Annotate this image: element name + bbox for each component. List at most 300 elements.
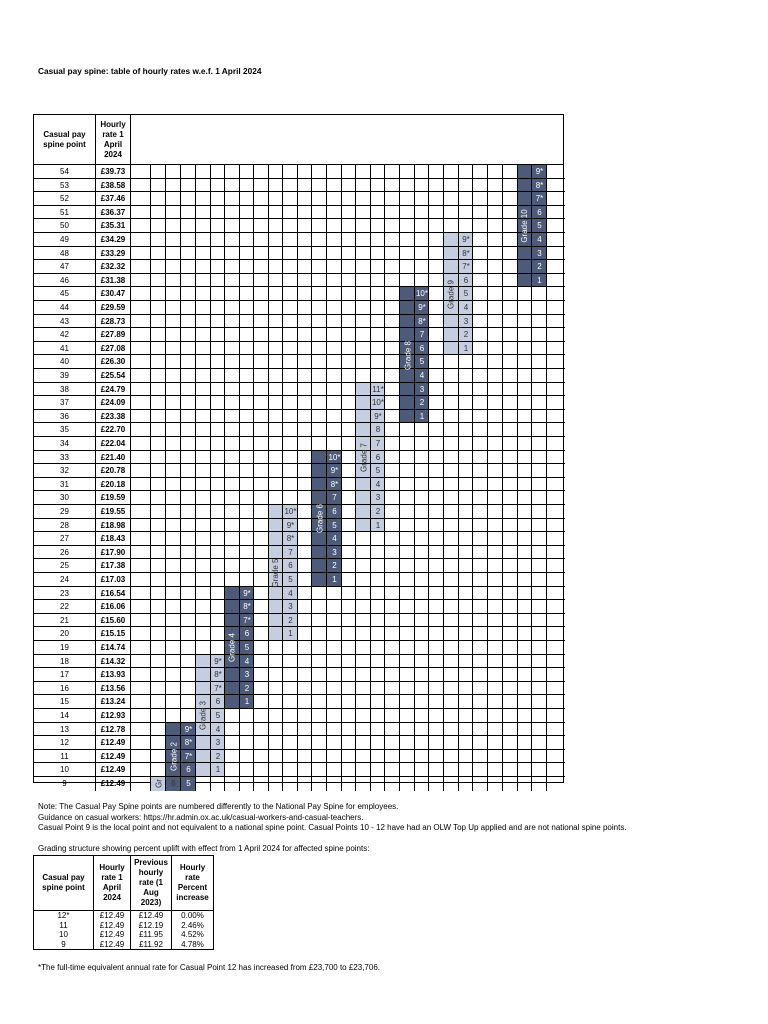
grid-cell <box>254 437 269 451</box>
grid-cell <box>415 532 429 546</box>
grid-cell <box>518 736 532 750</box>
grid-cell <box>181 301 196 315</box>
grid-cell <box>488 519 503 533</box>
spine-point-cell: 12 <box>34 736 96 750</box>
grid-cell <box>473 709 488 723</box>
grid-cell <box>342 505 356 519</box>
grid-cell <box>429 559 444 573</box>
grid-cell <box>131 206 151 220</box>
grid-cell <box>518 519 532 533</box>
grid-cell <box>488 219 503 233</box>
grid-cell <box>298 287 312 301</box>
grid-cell <box>254 301 269 315</box>
grid-cell <box>151 736 166 750</box>
grid-cell <box>151 655 166 669</box>
grid-cell <box>547 179 565 193</box>
spine-point-cell: 53 <box>34 179 96 193</box>
grid-cell <box>473 478 488 492</box>
grid-cell <box>385 505 400 519</box>
grid-cell <box>131 396 151 410</box>
grid-cell <box>196 369 211 383</box>
grid-cell <box>181 491 196 505</box>
grid-cell <box>385 315 400 329</box>
grid-cell <box>444 355 459 369</box>
grid-cell <box>131 709 151 723</box>
grid-cell <box>211 396 225 410</box>
grid-cell <box>196 260 211 274</box>
grid-cell <box>518 342 532 356</box>
grid-cell <box>400 233 415 247</box>
grid-cell <box>166 478 181 492</box>
grid-cell <box>240 546 254 560</box>
grid-cell <box>429 219 444 233</box>
grid-cell <box>240 383 254 397</box>
grid-cell <box>385 763 400 777</box>
grid-cell <box>151 600 166 614</box>
grid-cell <box>547 423 565 437</box>
grid-cell <box>503 219 518 233</box>
grid-cell <box>211 777 225 791</box>
grid-cell <box>518 750 532 764</box>
grid-cell <box>473 614 488 628</box>
grid-cell <box>151 274 166 288</box>
grid-cell <box>532 519 547 533</box>
grid-cell <box>547 165 565 179</box>
grid-cell <box>503 274 518 288</box>
grid-cell <box>196 287 211 301</box>
grid-cell <box>342 777 356 791</box>
grid-cell <box>151 668 166 682</box>
grid-cell <box>429 763 444 777</box>
grid-cell <box>371 736 385 750</box>
grid-cell <box>211 179 225 193</box>
grid-cell <box>181 655 196 669</box>
grid-cell <box>488 451 503 465</box>
grid-cell <box>269 219 283 233</box>
grade-point-value: 5 <box>215 711 221 720</box>
grid-cell <box>400 559 415 573</box>
grid-cell <box>312 627 327 641</box>
grid-cell <box>547 519 565 533</box>
grid-cell <box>298 750 312 764</box>
grid-cell <box>298 519 312 533</box>
grid-cell <box>225 410 240 424</box>
grade-label: Grade 9 <box>446 279 456 309</box>
grid-cell <box>181 410 196 424</box>
grid-cell <box>518 723 532 737</box>
grid-cell <box>283 709 298 723</box>
grid-cell <box>385 165 400 179</box>
grid-cell <box>196 600 211 614</box>
grid-cell <box>283 342 298 356</box>
grid-cell <box>532 763 547 777</box>
hourly-rate-cell: £13.24 <box>96 695 131 709</box>
grid-cell <box>415 437 429 451</box>
grid-cell <box>444 505 459 519</box>
hourly-rate-cell: £13.93 <box>96 668 131 682</box>
grade-point-value: 7 <box>375 439 381 448</box>
grid-cell <box>151 423 166 437</box>
grid-cell <box>532 505 547 519</box>
hourly-rate-cell: £17.03 <box>96 573 131 587</box>
grid-cell <box>444 423 459 437</box>
grid-cell <box>151 478 166 492</box>
grid-cell <box>488 559 503 573</box>
grid-cell <box>532 736 547 750</box>
hourly-rate-cell: £17.90 <box>96 546 131 560</box>
hourly-rate-cell: £12.49 <box>96 777 131 791</box>
grid-cell <box>327 682 342 696</box>
grid-cell <box>181 315 196 329</box>
grade-point-value: 8* <box>286 534 295 544</box>
grid-cell <box>459 763 473 777</box>
grade-point-value: 9* <box>462 235 470 244</box>
grid-cell <box>298 641 312 655</box>
grid-cell <box>385 260 400 274</box>
grid-cell <box>151 505 166 519</box>
grid-cell <box>151 709 166 723</box>
grid-cell <box>151 192 166 206</box>
grid-cell <box>254 668 269 682</box>
grid-cell <box>503 682 518 696</box>
grid-cell <box>225 342 240 356</box>
grid-cell <box>356 369 371 383</box>
grid-cell <box>503 777 518 791</box>
grid-cell <box>488 315 503 329</box>
grid-cell <box>503 233 518 247</box>
grid-cell <box>415 750 429 764</box>
grid-cell <box>327 165 342 179</box>
grid-cell <box>254 260 269 274</box>
grid-cell <box>459 641 473 655</box>
grid-cell <box>166 546 181 560</box>
grid-cell <box>312 219 327 233</box>
grid-cell <box>196 451 211 465</box>
grid-cell <box>151 451 166 465</box>
grid-cell <box>298 423 312 437</box>
grid-cell <box>283 396 298 410</box>
grid-cell <box>151 723 166 737</box>
grid-cell <box>225 478 240 492</box>
grid-cell <box>547 396 565 410</box>
grid-cell <box>196 206 211 220</box>
grid-cell <box>166 369 181 383</box>
grid-cell <box>400 192 415 206</box>
grid-cell <box>400 519 415 533</box>
grid-cell <box>181 383 196 397</box>
grid-cell <box>473 587 488 601</box>
grid-cell <box>488 723 503 737</box>
hourly-rate-cell: £13.56 <box>96 682 131 696</box>
grid-cell <box>400 478 415 492</box>
grid-cell <box>415 723 429 737</box>
uplift-cell: £12.49 <box>94 921 131 931</box>
grid-cell <box>269 233 283 247</box>
grid-cell <box>385 301 400 315</box>
grid-cell <box>532 383 547 397</box>
grid-cell <box>473 505 488 519</box>
grid-cell <box>547 546 565 560</box>
grid-cell <box>371 206 385 220</box>
grid-cell <box>547 627 565 641</box>
grid-cell <box>269 655 283 669</box>
hourly-rate-cell: £20.18 <box>96 478 131 492</box>
grade-point-value: 6 <box>419 343 425 353</box>
grid-cell <box>283 641 298 655</box>
grid-cell <box>429 410 444 424</box>
grid-cell <box>503 301 518 315</box>
grade-point-value: 5 <box>375 466 381 476</box>
grid-cell <box>327 763 342 777</box>
grid-cell <box>371 723 385 737</box>
grid-cell <box>181 587 196 601</box>
grid-cell <box>356 532 371 546</box>
grid-cell <box>444 709 459 723</box>
grid-cell <box>473 600 488 614</box>
grid-cell <box>151 532 166 546</box>
uplift-title: Grading structure showing percent uplift with effect from 1 April 2024 for affected spine points: <box>38 844 370 853</box>
spine-point-cell: 46 <box>34 274 96 288</box>
grid-cell <box>459 192 473 206</box>
grid-cell <box>240 247 254 261</box>
spine-point-cell: 47 <box>34 260 96 274</box>
grid-cell <box>196 559 211 573</box>
grid-cell <box>166 641 181 655</box>
grid-cell <box>181 573 196 587</box>
grid-cell <box>181 192 196 206</box>
grade-point-value: 8* <box>462 248 470 258</box>
grid-cell <box>269 301 283 315</box>
grid-cell <box>131 423 151 437</box>
grid-cell <box>196 396 211 410</box>
grid-cell <box>371 750 385 764</box>
grid-cell <box>473 491 488 505</box>
grid-cell <box>327 383 342 397</box>
grid-cell <box>240 315 254 329</box>
hourly-rate-cell: £14.74 <box>96 641 131 655</box>
grid-cell <box>312 355 327 369</box>
grid-cell <box>488 287 503 301</box>
grid-cell <box>312 723 327 737</box>
grid-cell <box>298 369 312 383</box>
grid-cell <box>283 274 298 288</box>
grid-cell <box>400 464 415 478</box>
grid-cell <box>225 723 240 737</box>
grid-cell <box>547 641 565 655</box>
grid-cell <box>385 423 400 437</box>
grid-cell <box>488 179 503 193</box>
grid-cell <box>518 396 532 410</box>
grid-cell <box>269 247 283 261</box>
grid-cell <box>211 491 225 505</box>
grid-cell <box>356 614 371 628</box>
grid-cell <box>312 165 327 179</box>
grid-cell <box>211 627 225 641</box>
grid-cell <box>385 491 400 505</box>
grade-label: Grade 8 <box>403 340 412 370</box>
uplift-cell: 4.52% <box>172 930 214 940</box>
grid-cell <box>327 695 342 709</box>
grid-cell <box>473 287 488 301</box>
grid-cell <box>371 573 385 587</box>
grid-cell <box>166 179 181 193</box>
spine-point-cell: 48 <box>34 247 96 261</box>
grid-cell <box>444 179 459 193</box>
grid-cell <box>547 532 565 546</box>
grid-cell <box>429 301 444 315</box>
grade-point-value: 5 <box>244 643 250 652</box>
grade-point-value: 6 <box>288 561 293 571</box>
grid-cell <box>415 233 429 247</box>
grade-point-value: 3 <box>215 738 221 748</box>
grid-cell <box>298 260 312 274</box>
grid-cell <box>532 682 547 696</box>
hourly-rate-cell: £22.70 <box>96 423 131 437</box>
grid-cell <box>181 206 196 220</box>
grade-point-value: 4 <box>375 479 381 489</box>
grid-cell <box>518 559 532 573</box>
spine-point-cell: 39 <box>34 369 96 383</box>
footnote: *The full-time equivalent annual rate for Casual Point 12 has increased from £23,700 to £23,706. <box>38 963 380 972</box>
uplift-cell: 0.00% <box>172 911 214 921</box>
grid-cell <box>269 777 283 791</box>
grid-cell <box>356 736 371 750</box>
grid-cell <box>342 451 356 465</box>
grid-cell <box>444 383 459 397</box>
grid-cell <box>429 668 444 682</box>
grid-cell <box>327 410 342 424</box>
grid-cell <box>225 532 240 546</box>
grid-cell <box>283 260 298 274</box>
grid-cell <box>240 451 254 465</box>
grid-cell <box>225 505 240 519</box>
grid-cell <box>503 573 518 587</box>
hourly-rate-cell: £24.79 <box>96 383 131 397</box>
grid-cell <box>488 410 503 424</box>
table-row <box>34 930 214 940</box>
grid-cell <box>459 777 473 791</box>
grid-cell <box>283 750 298 764</box>
grid-cell <box>181 709 196 723</box>
grid-cell <box>181 287 196 301</box>
grade-point-value: 9* <box>214 656 222 666</box>
hourly-rate-cell: £30.47 <box>96 287 131 301</box>
grid-cell <box>327 655 342 669</box>
grid-cell <box>473 763 488 777</box>
grid-cell <box>254 410 269 424</box>
grid-cell <box>269 342 283 356</box>
grid-cell <box>254 233 269 247</box>
grid-cell <box>444 627 459 641</box>
grid-cell <box>503 369 518 383</box>
grid-cell <box>342 559 356 573</box>
grid-cell <box>371 192 385 206</box>
grade-point-value: 1 <box>537 275 542 285</box>
grid-cell <box>269 695 283 709</box>
grid-cell <box>444 641 459 655</box>
grid-cell <box>444 668 459 682</box>
grid-cell <box>240 206 254 220</box>
hourly-rate-cell: £12.78 <box>96 723 131 737</box>
grid-cell <box>429 641 444 655</box>
grid-cell <box>444 750 459 764</box>
grid-cell <box>356 668 371 682</box>
grid-cell <box>254 600 269 614</box>
grid-cell <box>269 464 283 478</box>
grid-cell <box>459 546 473 560</box>
grid-cell <box>473 750 488 764</box>
hourly-rate-cell: £16.54 <box>96 587 131 601</box>
grid-cell <box>503 179 518 193</box>
grid-cell <box>547 600 565 614</box>
grid-cell <box>385 573 400 587</box>
spine-point-cell: 35 <box>34 423 96 437</box>
grid-cell <box>240 179 254 193</box>
grid-cell <box>429 328 444 342</box>
grade-point-value: 2 <box>375 507 381 516</box>
grid-cell <box>225 287 240 301</box>
grid-cell <box>327 260 342 274</box>
grid-cell <box>327 709 342 723</box>
grid-cell <box>532 437 547 451</box>
grid-cell <box>356 641 371 655</box>
grade-point-value: 11* <box>372 384 384 394</box>
grid-cell <box>342 587 356 601</box>
grid-cell <box>429 233 444 247</box>
grid-cell <box>356 179 371 193</box>
grid-cell <box>547 777 565 791</box>
grid-cell <box>459 437 473 451</box>
grid-cell <box>131 247 151 261</box>
grade-point-value: 6 <box>215 697 221 707</box>
grid-cell <box>181 165 196 179</box>
grade-point-value: 8* <box>535 180 544 190</box>
grid-cell <box>298 301 312 315</box>
grid-cell <box>385 410 400 424</box>
grid-cell <box>371 179 385 193</box>
grid-cell <box>547 342 565 356</box>
grade-label: Grade 7 <box>358 442 368 472</box>
grid-cell <box>211 641 225 655</box>
grid-cell <box>385 668 400 682</box>
grid-cell <box>131 165 151 179</box>
grid-cell <box>225 464 240 478</box>
grid-cell <box>400 614 415 628</box>
grade-point-value: 9* <box>286 520 295 530</box>
grid-cell <box>429 695 444 709</box>
grid-cell <box>131 410 151 424</box>
grid-cell <box>488 423 503 437</box>
grid-cell <box>298 315 312 329</box>
grid-cell <box>518 410 532 424</box>
grid-cell <box>131 505 151 519</box>
grid-cell <box>283 355 298 369</box>
table-row <box>34 921 214 931</box>
grid-cell <box>211 559 225 573</box>
grid-cell <box>269 315 283 329</box>
grid-cell <box>225 763 240 777</box>
grid-cell <box>356 165 371 179</box>
grid-cell <box>131 315 151 329</box>
grid-cell <box>400 532 415 546</box>
grid-cell <box>342 641 356 655</box>
grid-cell <box>459 682 473 696</box>
grid-cell <box>298 165 312 179</box>
spine-point-cell: 34 <box>34 437 96 451</box>
grid-cell <box>342 301 356 315</box>
grade-point-value: 9* <box>184 724 193 734</box>
grid-cell <box>459 396 473 410</box>
